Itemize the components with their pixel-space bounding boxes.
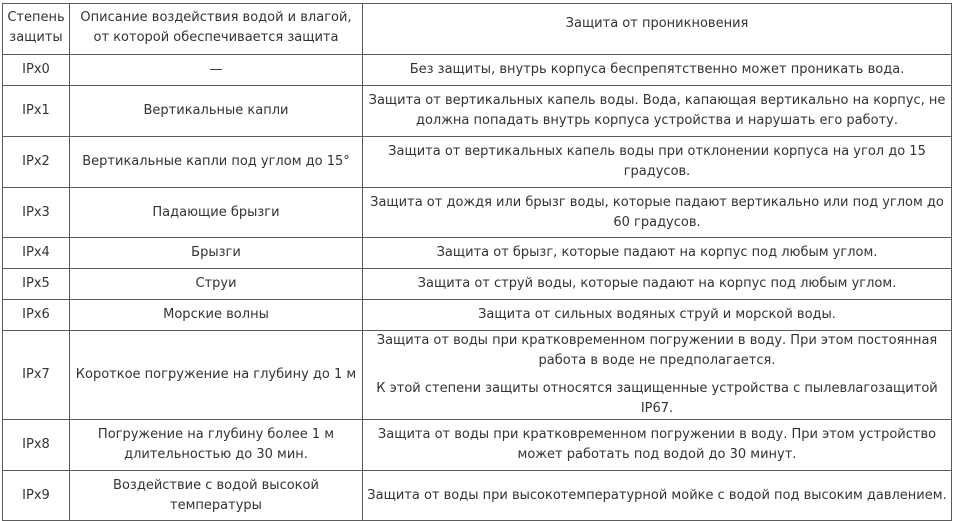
row-code: IPx7 — [3, 331, 70, 420]
table-row — [3, 137, 952, 188]
table-row — [3, 188, 952, 238]
row-description: Морские волны — [70, 300, 363, 331]
row-protection: Защита от вертикальных капель воды при отклонении корпуса на угол до 15 градусов. — [363, 137, 952, 188]
table-row — [3, 471, 952, 521]
table-header-row — [3, 4, 952, 55]
table-row — [3, 331, 952, 420]
row-protection: Защита от сильных водяных струй и морской воды. — [363, 300, 952, 331]
table-row — [3, 86, 952, 137]
header-code: Степень защиты — [3, 4, 70, 55]
row-code: IPx6 — [3, 300, 70, 331]
row-protection: Защита от воды при кратковременном погружении в воду. При этом постоянная работа в воде не предполагается. — [376, 333, 938, 368]
row-code: IPx3 — [3, 188, 70, 238]
row-description: Короткое погружение на глубину до 1 м — [70, 331, 363, 420]
row-description: — — [70, 55, 363, 86]
row-protection: Защита от воды при кратковременном погружении в воду. При этом устройство может работать под водой до 30 минут. — [363, 420, 952, 471]
table-row — [3, 300, 952, 331]
row-code: IPx0 — [3, 55, 70, 86]
row-description: Погружение на глубину более 1 м длительностью до 30 мин. — [70, 420, 363, 471]
row-code: IPx8 — [3, 420, 70, 471]
row-code: IPx1 — [3, 86, 70, 137]
row-code: IPx2 — [3, 137, 70, 188]
row-description: Падающие брызги — [70, 188, 363, 238]
header-description: Описание воздействия водой и влагой, от которой обеспечивается защита — [70, 4, 363, 55]
row-protection: Защита от струй воды, которые падают на корпус под любым углом. — [363, 269, 952, 300]
ip-protection-table — [2, 3, 952, 521]
table-row — [3, 238, 952, 269]
row-description: Вертикальные капли — [70, 86, 363, 137]
row-protection: Защита от дождя или брызг воды, которые падают вертикально или под углом до 60 градусов. — [363, 188, 952, 238]
row-protection: Защита от вертикальных капель воды. Вода, капающая вертикально на корпус, не должна попадать внутрь корпуса устройства и нарушать его работу. — [363, 86, 952, 137]
row-code: IPx4 — [3, 238, 70, 269]
row-protection-cell — [363, 331, 952, 420]
row-protection-note: К этой степени защиты относятся защищенные устройства с пылевлагозащитой IP67. — [376, 381, 938, 416]
row-code: IPx5 — [3, 269, 70, 300]
row-description: Вертикальные капли под углом до 15° — [70, 137, 363, 188]
table-row — [3, 55, 952, 86]
row-protection: Защита от воды при высокотемпературной мойке с водой под высоким давлением. — [363, 471, 952, 521]
row-description: Воздействие с водой высокой температуры — [70, 471, 363, 521]
row-description: Брызги — [70, 238, 363, 269]
row-description: Струи — [70, 269, 363, 300]
row-protection: Защита от брызг, которые падают на корпус под любым углом. — [363, 238, 952, 269]
row-protection: Без защиты, внутрь корпуса беспрепятственно может проникать вода. — [363, 55, 952, 86]
table-row — [3, 420, 952, 471]
row-code: IPx9 — [3, 471, 70, 521]
table-row — [3, 269, 952, 300]
header-protection: Защита от проникновения — [363, 4, 952, 55]
